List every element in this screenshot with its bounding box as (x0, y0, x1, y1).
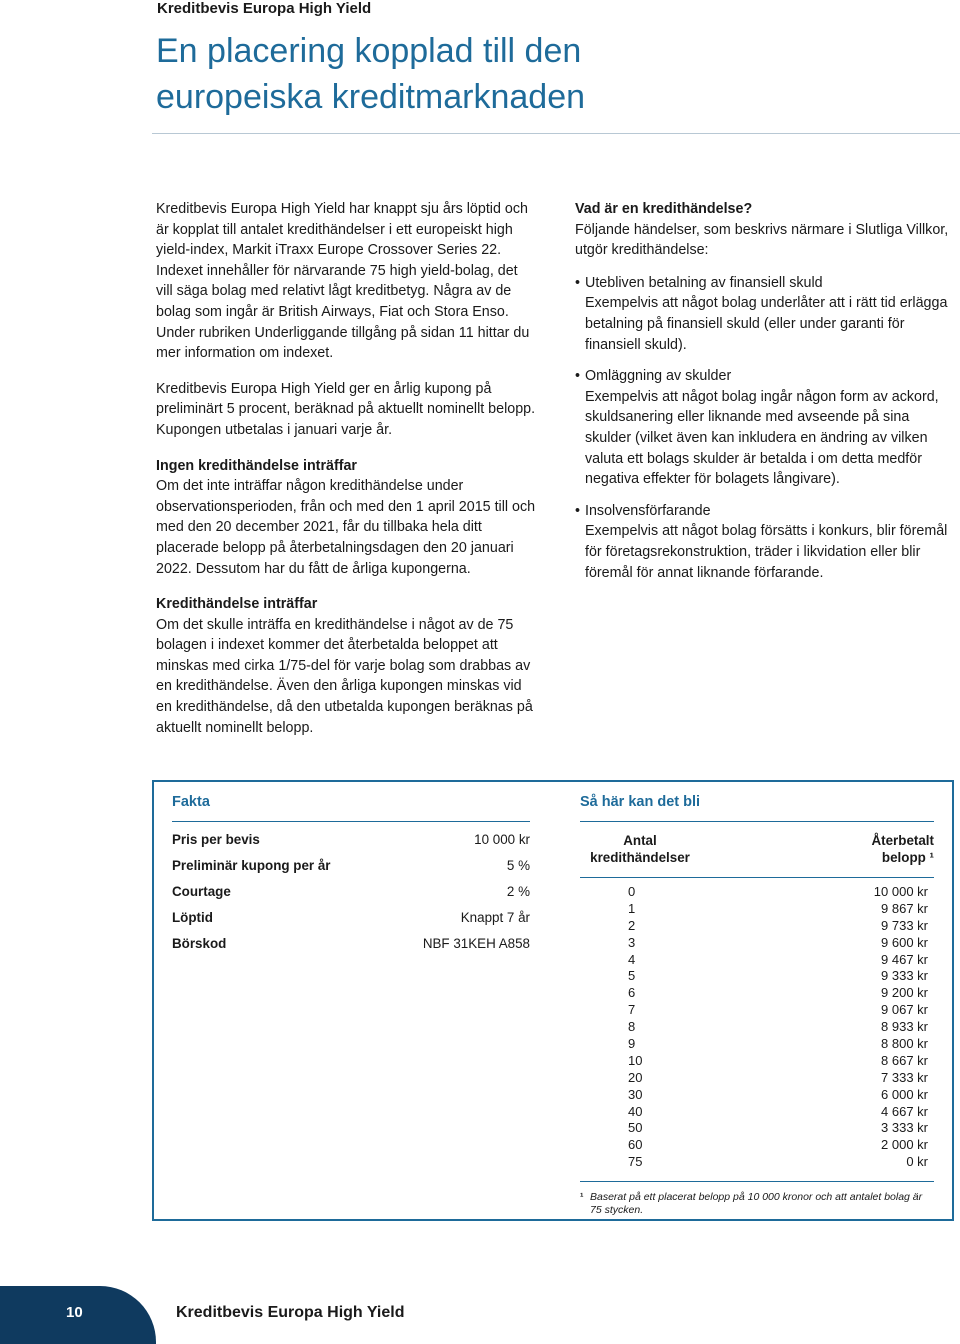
payout-rule-header (580, 877, 934, 878)
repaid-amount: 2 000 kr (881, 1137, 928, 1153)
facts-title: Fakta (172, 794, 210, 810)
repaid-amount: 4 667 kr (881, 1103, 928, 1119)
events-count: 9 (628, 1036, 636, 1052)
events-count: 30 (628, 1086, 643, 1102)
facts-key: Preliminär kupong per år (172, 857, 331, 873)
repaid-amount: 0 kr (906, 1154, 928, 1170)
table-row (172, 826, 530, 852)
repaid-amount: 8 933 kr (881, 1019, 928, 1035)
facts-key: Löptid (172, 909, 213, 925)
table-row (580, 1002, 934, 1019)
page-title-line-1: En placering kopplad till den (156, 32, 582, 70)
events-count: 75 (628, 1154, 643, 1170)
table-row (172, 878, 530, 904)
events-count: 1 (628, 900, 636, 916)
facts-value: NBF 31KEH A858 (422, 935, 530, 951)
events-count: 5 (628, 968, 636, 984)
repaid-amount: 7 333 kr (881, 1069, 928, 1085)
events-count: 50 (628, 1120, 643, 1136)
events-count: 8 (628, 1019, 636, 1035)
header-divider (152, 133, 960, 134)
no-credit-event-heading: Ingen kredithändelse inträffar (156, 457, 357, 474)
repaid-amount: 3 333 kr (881, 1120, 928, 1136)
facts-key: Börskod (172, 935, 227, 951)
events-count: 7 (628, 1002, 636, 1018)
list-item-title: Insolvensförfarande (585, 502, 711, 519)
table-row (580, 952, 934, 969)
repaid-amount: 10 000 kr (873, 884, 928, 899)
table-row (172, 852, 530, 878)
footer-title: Kreditbevis Europa High Yield (176, 1304, 405, 1321)
table-row (580, 1154, 934, 1171)
repaid-amount: 9 733 kr (881, 917, 928, 933)
events-count: 60 (628, 1137, 643, 1153)
events-count: 2 (628, 917, 636, 933)
column-header-amount-line-2: belopp ¹ (881, 850, 934, 865)
repaid-amount: 6 000 kr (881, 1086, 928, 1102)
credit-event-heading: Kredithändelse inträffar (156, 596, 318, 613)
table-row (580, 968, 934, 985)
events-count: 20 (628, 1069, 643, 1085)
repaid-amount: 9 867 kr (881, 900, 928, 916)
repaid-amount: 9 467 kr (881, 951, 928, 967)
credit-event-definition-intro: Följande händelser, som beskrivs närmare i Slutliga Villkor, utgör kredithändelse: (575, 221, 949, 259)
facts-table (172, 826, 530, 956)
payout-table (580, 832, 934, 1171)
table-row (580, 1137, 934, 1154)
column-header-amount (814, 832, 934, 866)
footnote (580, 1191, 934, 1217)
left-column (156, 199, 536, 738)
list-item-text: Exempelvis att något bolag försätts i konkurs, blir föremål för företagsrekonstruktion, träder i likvidation eller blir föremål för annat liknande förfarande. (585, 523, 948, 581)
events-count: 4 (628, 951, 636, 967)
facts-panel (172, 794, 530, 956)
column-header-events-line-2: kredithändelser (590, 850, 690, 865)
table-row (580, 985, 934, 1002)
facts-value: 10 000 kr (474, 831, 530, 847)
credit-event-list (575, 273, 953, 583)
events-count: 6 (628, 985, 636, 1001)
list-item-title: Omläggning av skulder (585, 368, 732, 385)
credit-event-paragraph: Om det skulle inträffa en kredithändelse i något av de 75 bolagen i indexet kommer det återbetalda beloppet att minskas med cirka 1/75-del för varje bolag som drabbas av en kredithändelse. Även den årliga kupongen minskas vid en kredithändelse, då den utbetalda kupongen beräknas på aktuellt nominellt belopp. (156, 616, 533, 736)
payout-rule-top (580, 821, 934, 822)
page-number: 10 (66, 1304, 83, 1321)
facts-box (152, 780, 954, 1221)
page-title-line-2: europeiska kreditmarknaden (156, 78, 586, 116)
events-count: 40 (628, 1103, 643, 1119)
coupon-paragraph: Kreditbevis Europa High Yield ger en årlig kupong på preliminärt 5 procent, beräknad på aktuellt nominellt belopp. Kupongen utbetalas i januari varje år. (156, 380, 536, 438)
events-count: 3 (628, 934, 636, 950)
table-row (580, 1104, 934, 1121)
column-header-amount-line-1: Återbetalt (871, 833, 934, 848)
footnote-mark: ¹ (580, 1191, 584, 1204)
payout-rule-bottom (580, 1181, 934, 1182)
table-row (580, 1019, 934, 1036)
table-row (172, 930, 530, 956)
facts-key: Pris per bevis (172, 831, 260, 847)
table-row (580, 1120, 934, 1137)
payout-table-header (580, 832, 934, 866)
repaid-amount: 9 067 kr (881, 1002, 928, 1018)
list-item (575, 501, 953, 583)
table-row (580, 884, 934, 901)
payout-rows (580, 884, 934, 1171)
facts-value: 5 % (506, 857, 530, 873)
repaid-amount: 8 800 kr (881, 1036, 928, 1052)
table-row (580, 935, 934, 952)
repaid-amount: 9 200 kr (881, 985, 928, 1001)
footnote-text: Baserat på ett placerat belopp på 10 000 kronor och att antalet bolag är 75 stycken. (590, 1191, 923, 1217)
events-count: 10 (628, 1052, 643, 1068)
list-item (575, 273, 953, 355)
column-header-events-line-1: Antal (623, 833, 657, 848)
table-row (172, 904, 530, 930)
credit-event-definition-heading: Vad är en kredithändelse? (575, 201, 753, 217)
table-row (580, 901, 934, 918)
right-column (575, 199, 953, 594)
table-row (580, 1087, 934, 1104)
facts-key: Courtage (172, 883, 231, 899)
repaid-amount: 8 667 kr (881, 1052, 928, 1068)
table-row (580, 1053, 934, 1070)
list-item-text: Exempelvis att något bolag underlåter att i rätt tid erlägga betalning på finansiell skuld (eller under garanti för finansiell skuld). (585, 295, 948, 353)
no-credit-event-paragraph: Om det inte inträffar någon kredithändelse under observationsperioden, från och med den 1 april 2015 till och med den 20 december 2021, får du tillbaka hela ditt placerade belopp på återbetalningsdagen den 20 januari 2022. Dessutom har du fått de årliga kupongerna. (156, 478, 536, 577)
payout-title: Så här kan det bli (580, 794, 701, 810)
repaid-amount: 9 333 kr (881, 968, 928, 984)
facts-value: 2 % (506, 883, 530, 899)
table-row (580, 1070, 934, 1087)
page-title (156, 28, 856, 120)
kicker: Kreditbevis Europa High Yield (157, 0, 372, 17)
events-count: 0 (628, 884, 636, 899)
repaid-amount: 9 600 kr (881, 934, 928, 950)
list-item (575, 366, 953, 490)
facts-value: Knappt 7 år (460, 909, 530, 925)
table-row (580, 918, 934, 935)
payout-panel (580, 794, 934, 1217)
table-row (580, 1036, 934, 1053)
list-item-title: Utebliven betalning av finansiell skuld (585, 274, 823, 291)
list-item-text: Exempelvis att något bolag ingår någon form av ackord, skuldsanering eller liknande med avseende på sina skulder (vilket även kan inkludera en ändring av vilken valuta ett bolags skulder är betalda i om detta medför negativa effekter för bolagets långivare). (585, 388, 939, 488)
column-header-events (580, 832, 700, 866)
intro-paragraph: Kreditbevis Europa High Yield har knappt sju års löptid och är kopplat till antalet kredithändelser i ett europeiskt high yield-index, Markit iTraxx Europe Crossover Series 22. Indexet innehåller för närvarande 75 high yield-bolag, det vill säga bolag med relativt lågt kreditbetyg. Några av de bolag som ingår är British Airways, Fiat och Stora Enso. Under rubriken Underliggande tillgång på sidan 11 hittar du mer information om indexet. (156, 201, 530, 362)
facts-rule (172, 821, 530, 822)
